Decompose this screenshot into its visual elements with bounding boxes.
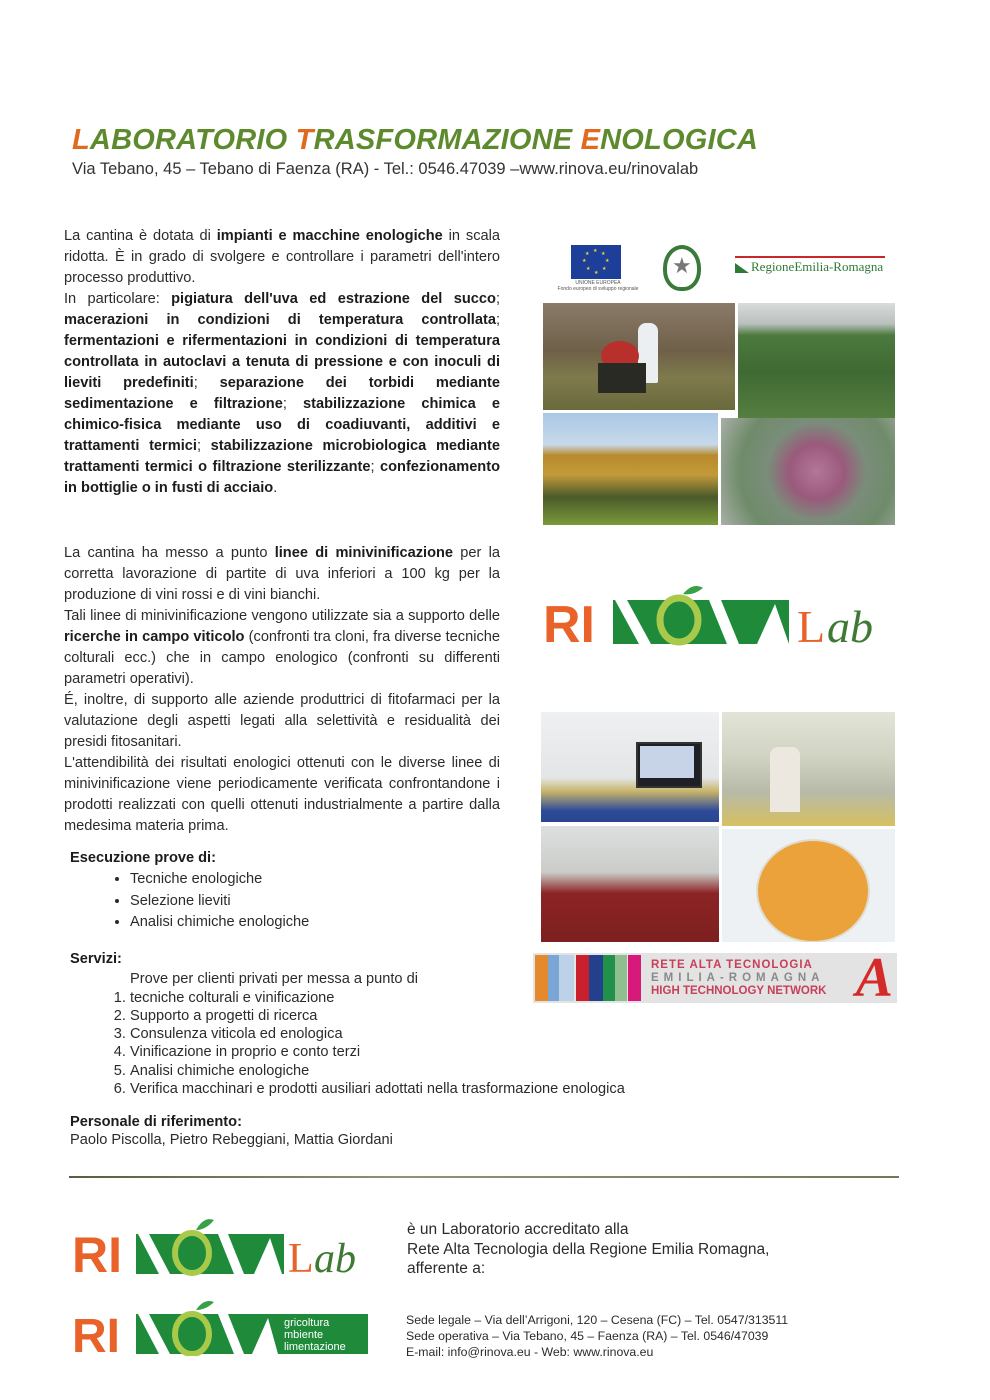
list-item: • Selezione lieviti [130, 891, 309, 912]
intro-section [64, 226, 500, 499]
footer-rinova-logo [72, 1298, 368, 1361]
esecuzione-list [70, 869, 309, 933]
photo-lab-instrument [541, 712, 719, 822]
rete-stripe [603, 955, 615, 1001]
rete-stripe [589, 955, 603, 1001]
minivinificazione-section [64, 543, 500, 837]
personale-section [70, 1114, 393, 1148]
text-run: ; [193, 375, 220, 391]
regione-triangle-icon [735, 263, 749, 273]
bold-phrase: fermentazioni e rifermentazioni in condizioni di temperatura controllata in autoclavi a tenuta di pressione e con inoculi di lieviti predefiniti [64, 333, 500, 391]
bold-phrase: separazione dei torbidi mediante sedimentazione e filtrazione [64, 375, 500, 412]
funding-logos [543, 240, 895, 298]
list-item: 1. Prove per clienti privati per messa a punto di tecniche colturali e vinificazione [130, 970, 770, 1007]
bold-phrase: stabilizzazione chimica e chimico-fisica mediante uso di coadiuvanti, additivi e trattamenti termici [64, 396, 500, 454]
photo-vineyard [543, 413, 718, 525]
logo-leaf-icon [683, 586, 703, 594]
mini-paragraph-2 [64, 606, 500, 690]
accreditation-text: è un Laboratorio accreditato alla Rete Alta Tecnologia della Regione Emilia Romagna, afferente a: [407, 1221, 770, 1277]
esecuzione-section [70, 848, 309, 933]
bold-phrase: ricerche in campo viticolo [64, 629, 245, 645]
rinova-lab-logo-graphic [543, 580, 893, 650]
intro-paragraph-1 [64, 226, 500, 289]
italian-republic-emblem-icon [663, 245, 701, 291]
mini-paragraph-4: L'attendibilità dei risultati enologici ottenuti con le diverse linee di minivinificazione viene periodicamente verificata confrontandone i prodotti realizzati con quelli ottenuti industrialmente a partire dalla medesima materia prima. [64, 755, 500, 834]
logo-tag-alimentazione: limentazione [284, 1341, 346, 1353]
logo-leaf-icon [196, 1301, 214, 1310]
servizi-title: Servizi: [70, 951, 122, 967]
rete-stripe [535, 955, 548, 1001]
eu-caption: UNIONE EUROPEA Fondo europeo di sviluppo regionale [557, 280, 639, 292]
text-run: In particolare: [64, 291, 172, 307]
logo-text-ab: ab [827, 601, 873, 650]
list-item: 2. Supporto a progetti di ricerca [130, 1007, 770, 1025]
logo-leaf-icon [196, 1219, 214, 1230]
intro-paragraph-2 [64, 289, 500, 499]
regione-emilia-romagna-logo: RegioneEmilia-Romagna [735, 256, 885, 276]
text-run: ; [196, 438, 211, 454]
bold-phrase: linee di minivinificazione [274, 545, 454, 561]
text-run: (confronti tra cloni, fra diverse tecniche colturali ecc.) che in campo enologico (confronti su differenti parametri operativi). [64, 629, 500, 687]
bold-phrase: confezionamento in bottiglie o in fusti di acciaio [64, 459, 500, 496]
logo-text-ri: RI [72, 1227, 122, 1280]
logo-text-l: L [797, 601, 826, 650]
text-run: ; [370, 459, 380, 475]
footer-rinova-lab-logo [72, 1210, 362, 1285]
mini-paragraph-3: É, inoltre, di supporto alle aziende produttrici di fitofarmaci per la valutazione degli aspetti legati alla selettività e residualità dei presidi fitosanitari. [64, 692, 500, 750]
text-run: Tali linee di minivinificazione vengono utilizzate sia a supporto delle [64, 608, 500, 624]
photo-greenhouse [738, 303, 895, 418]
rete-stripe [548, 955, 559, 1001]
text-run: ; [495, 312, 500, 328]
list-item: 3. Consulenza viticola ed enologica [130, 1025, 770, 1043]
rete-stripe [615, 955, 627, 1001]
esecuzione-title: Esecuzione prove di: [70, 850, 216, 866]
logo-text-ri: RI [543, 596, 595, 650]
sede-operativa: Sede operativa – Via Tebano, 45 – Faenza (RA) – Tel. 0546/47039 [406, 1329, 769, 1343]
logo-text-l: L [288, 1236, 314, 1280]
logo-tag-ambiente: mbiente [284, 1329, 324, 1341]
text-run: La cantina è dotata di [64, 228, 217, 244]
footer-rinova-lab-graphic [72, 1210, 362, 1280]
footer-divider [69, 1176, 899, 1178]
text-run: La cantina ha messo a punto [64, 545, 275, 561]
text-run: in scala ridotta. È in grado di svolgere e controllare i parametri dell'intero processo produttivo. [64, 228, 500, 286]
list-item: • Tecniche enologiche [130, 869, 309, 890]
rinova-lab-logo [543, 580, 893, 650]
logo-text-ab: ab [314, 1236, 356, 1280]
text-run: ; [282, 396, 304, 412]
bold-phrase: macerazioni in condizioni di temperatura controllata [64, 312, 496, 328]
bold-phrase: stabilizzazione microbiologica mediante trattamenti termici o filtrazione sterilizzante [64, 438, 501, 475]
logo-text-ri: RI [72, 1310, 120, 1356]
rete-stripe [628, 955, 641, 1001]
title-part: TRASFORMAZIONE [295, 124, 581, 156]
bold-phrase: impianti e macchine enologiche [216, 228, 443, 244]
list-item: 6. Verifica macchinari e prodotti ausiliari adottati nella trasformazione enologica [130, 1080, 770, 1098]
text-run: per la corretta lavorazione di partite di uva inferiori a 100 kg per la produzione di vini rossi e di vini bianchi. [64, 545, 500, 603]
eu-flag-icon: ★ ★ ★ ★ ★ ★ ★ ★ [571, 245, 621, 279]
text-run: ; [495, 291, 500, 307]
page-title [72, 124, 758, 157]
photo-winery-floor [541, 826, 719, 942]
list-item: 5. Analisi chimiche enologiche [130, 1062, 770, 1080]
rete-stripe [559, 955, 574, 1001]
email-web: E-mail: info@rinova.eu - Web: www.rinova.eu [406, 1345, 654, 1359]
mini-paragraph-1 [64, 543, 500, 606]
photo-sprayer-orchard [543, 303, 735, 410]
list-item: 4. Vinificazione in proprio e conto terzi [130, 1043, 770, 1061]
personale-names: Paolo Piscolla, Pietro Rebeggiani, Mattia Giordani [70, 1132, 393, 1148]
contact-info [406, 1312, 788, 1360]
laboratory-photo-collage [541, 712, 895, 942]
sede-legale: Sede legale – Via dell’Arrigoni, 120 – Cesena (FC) – Tel. 0547/313511 [406, 1313, 789, 1327]
photo-radicchio [721, 418, 895, 525]
photo-petri-dish [722, 829, 895, 942]
rete-alta-tecnologia-logo [533, 947, 897, 1009]
rete-stripe [576, 955, 589, 1001]
page-subtitle: Via Tebano, 45 – Tebano di Faenza (RA) - Tel.: 0546.47039 –www.rinova.eu/rinovalab [72, 160, 699, 178]
photo-lab-workers [722, 712, 895, 826]
agriculture-photo-collage [543, 303, 895, 525]
logo-tag-agricoltura: gricoltura [284, 1317, 330, 1329]
bold-phrase: pigiatura dell'uva ed estrazione del succo [171, 291, 496, 307]
list-item: • Analisi chimiche enologiche [130, 912, 309, 933]
footer-rinova-graphic [72, 1298, 368, 1356]
rete-a-mark-icon: A [855, 947, 893, 1009]
text-run: . [273, 480, 278, 496]
rete-text: RETE ALTA TECNOLOGIA EMILIA-ROMAGNA HIGH TECHNOLOGY NETWORK [651, 959, 827, 997]
title-part: ENOLOGICA [580, 124, 759, 156]
title-part: LABORATORIO [72, 124, 296, 156]
personale-title: Personale di riferimento: [70, 1114, 242, 1130]
